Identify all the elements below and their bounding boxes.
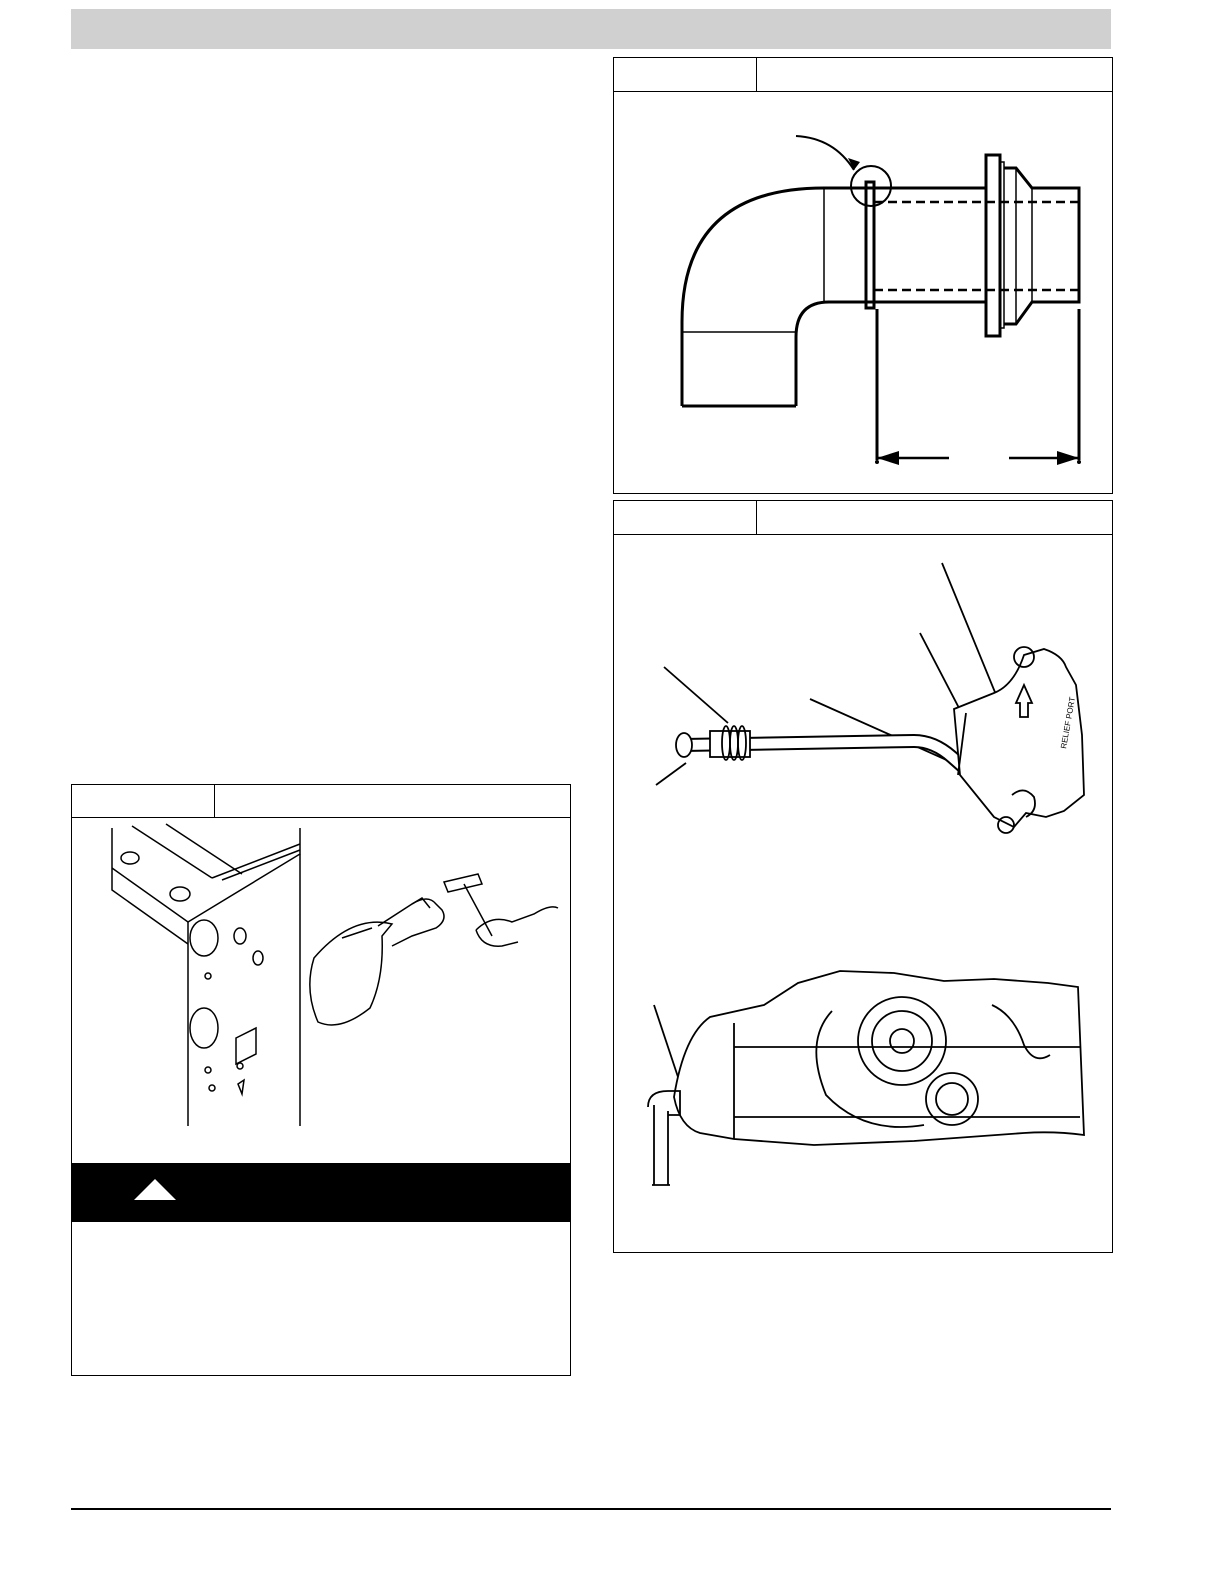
- cabinet-knockout-drawing: [72, 818, 569, 1128]
- drain-figure-title: [757, 501, 1112, 534]
- drain-assembly-figure: [613, 500, 1113, 1253]
- drain-figure-caption: [614, 501, 1112, 535]
- drain-figure-number: [614, 501, 757, 534]
- knockout-figure-title: [215, 785, 570, 817]
- vent-pipe-figure: [613, 57, 1113, 494]
- vent-elbow-drawing: [614, 92, 1111, 492]
- knockout-figure-caption: [72, 785, 570, 818]
- vent-figure-caption: [614, 58, 1112, 92]
- vent-figure-number: [614, 58, 757, 91]
- relief-port-label: RELIEF PORT: [1059, 696, 1078, 750]
- page-header-bar: [71, 9, 1111, 49]
- vent-figure-title: [757, 58, 1112, 91]
- inducer-drain-drawing: [614, 535, 1111, 1251]
- footer-rule: [71, 1508, 1111, 1510]
- warning-banner: [71, 1163, 571, 1222]
- knockout-figure-number: [72, 785, 215, 817]
- warning-triangle-icon: [133, 1179, 177, 1201]
- knockout-removal-figure: [71, 784, 571, 1376]
